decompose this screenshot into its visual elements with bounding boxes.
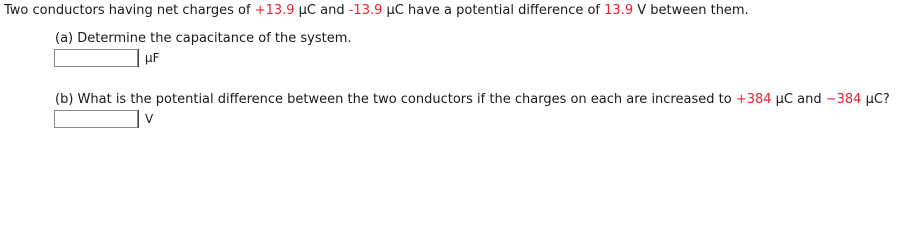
intro-text-2: μC and	[294, 3, 349, 18]
part-a-unit-label: μF	[138, 49, 160, 67]
capacitance-input[interactable]	[54, 49, 138, 67]
problem-statement	[4, 3, 749, 19]
charge-positive-value: +13.9	[254, 3, 295, 18]
intro-text-1: Two conductors having net charges of	[4, 3, 255, 18]
potential-difference-value: 13.9	[604, 3, 634, 18]
part-b-text-3: μC?	[861, 92, 890, 107]
part-b-charge-negative-value: −384	[825, 92, 862, 107]
part-a-question: (a) Determine the capacitance of the system.	[55, 31, 352, 46]
part-b-unit-label: V	[138, 110, 153, 128]
part-b-question	[55, 92, 890, 108]
part-b-text-2: μC and	[771, 92, 826, 107]
intro-text-4: V between them.	[633, 3, 749, 18]
charge-negative-value: -13.9	[348, 3, 383, 18]
part-a-answer-row	[54, 49, 160, 67]
potential-difference-input[interactable]	[54, 110, 138, 128]
part-b-text-1: (b) What is the potential difference between the two conductors if the charges on each are increased to	[55, 92, 736, 107]
intro-text-3: μC have a potential difference of	[382, 3, 605, 18]
part-b-charge-positive-value: +384	[735, 92, 772, 107]
part-b-answer-row	[54, 110, 153, 128]
